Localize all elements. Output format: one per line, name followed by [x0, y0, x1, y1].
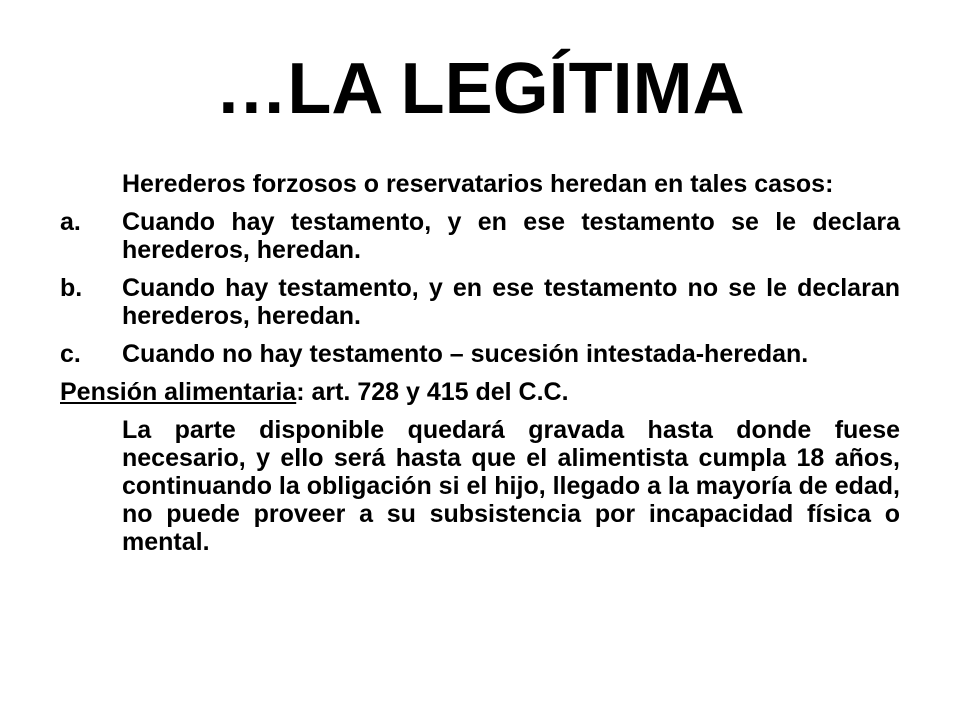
list-item	[60, 208, 900, 264]
pension-label: Pensión alimentaria	[60, 378, 297, 406]
slide-title: …LA LEGÍTIMA	[215, 49, 745, 129]
list-item	[60, 340, 900, 368]
list-item-text: Cuando hay testamento, y en ese testamento se le declara herederos, heredan.	[122, 208, 900, 264]
list-marker: b.	[60, 274, 83, 302]
pension-reference: : art. 728 y 415 del C.C.	[296, 378, 569, 406]
closing-paragraph: La parte disponible quedará gravada hasta donde fuese necesario, y ello será hasta que el alimentista cumpla 18 años, continuando la obligación si el hijo, llegado a la mayoría de edad, no puede proveer a su subsistencia por incapacidad física o mental.	[122, 416, 900, 556]
list-item	[60, 274, 900, 330]
list-item-text: Cuando no hay testamento – sucesión intestada-heredan.	[122, 340, 809, 368]
pension-line	[60, 378, 900, 406]
list-marker: c.	[60, 340, 81, 368]
slide-body	[60, 170, 900, 566]
list-marker: a.	[60, 208, 81, 236]
list-item-text: Cuando hay testamento, y en ese testamento no se le declaran herederos, heredan.	[122, 274, 900, 330]
intro-paragraph: Herederos forzosos o reservatarios heredan en tales casos:	[122, 170, 834, 198]
